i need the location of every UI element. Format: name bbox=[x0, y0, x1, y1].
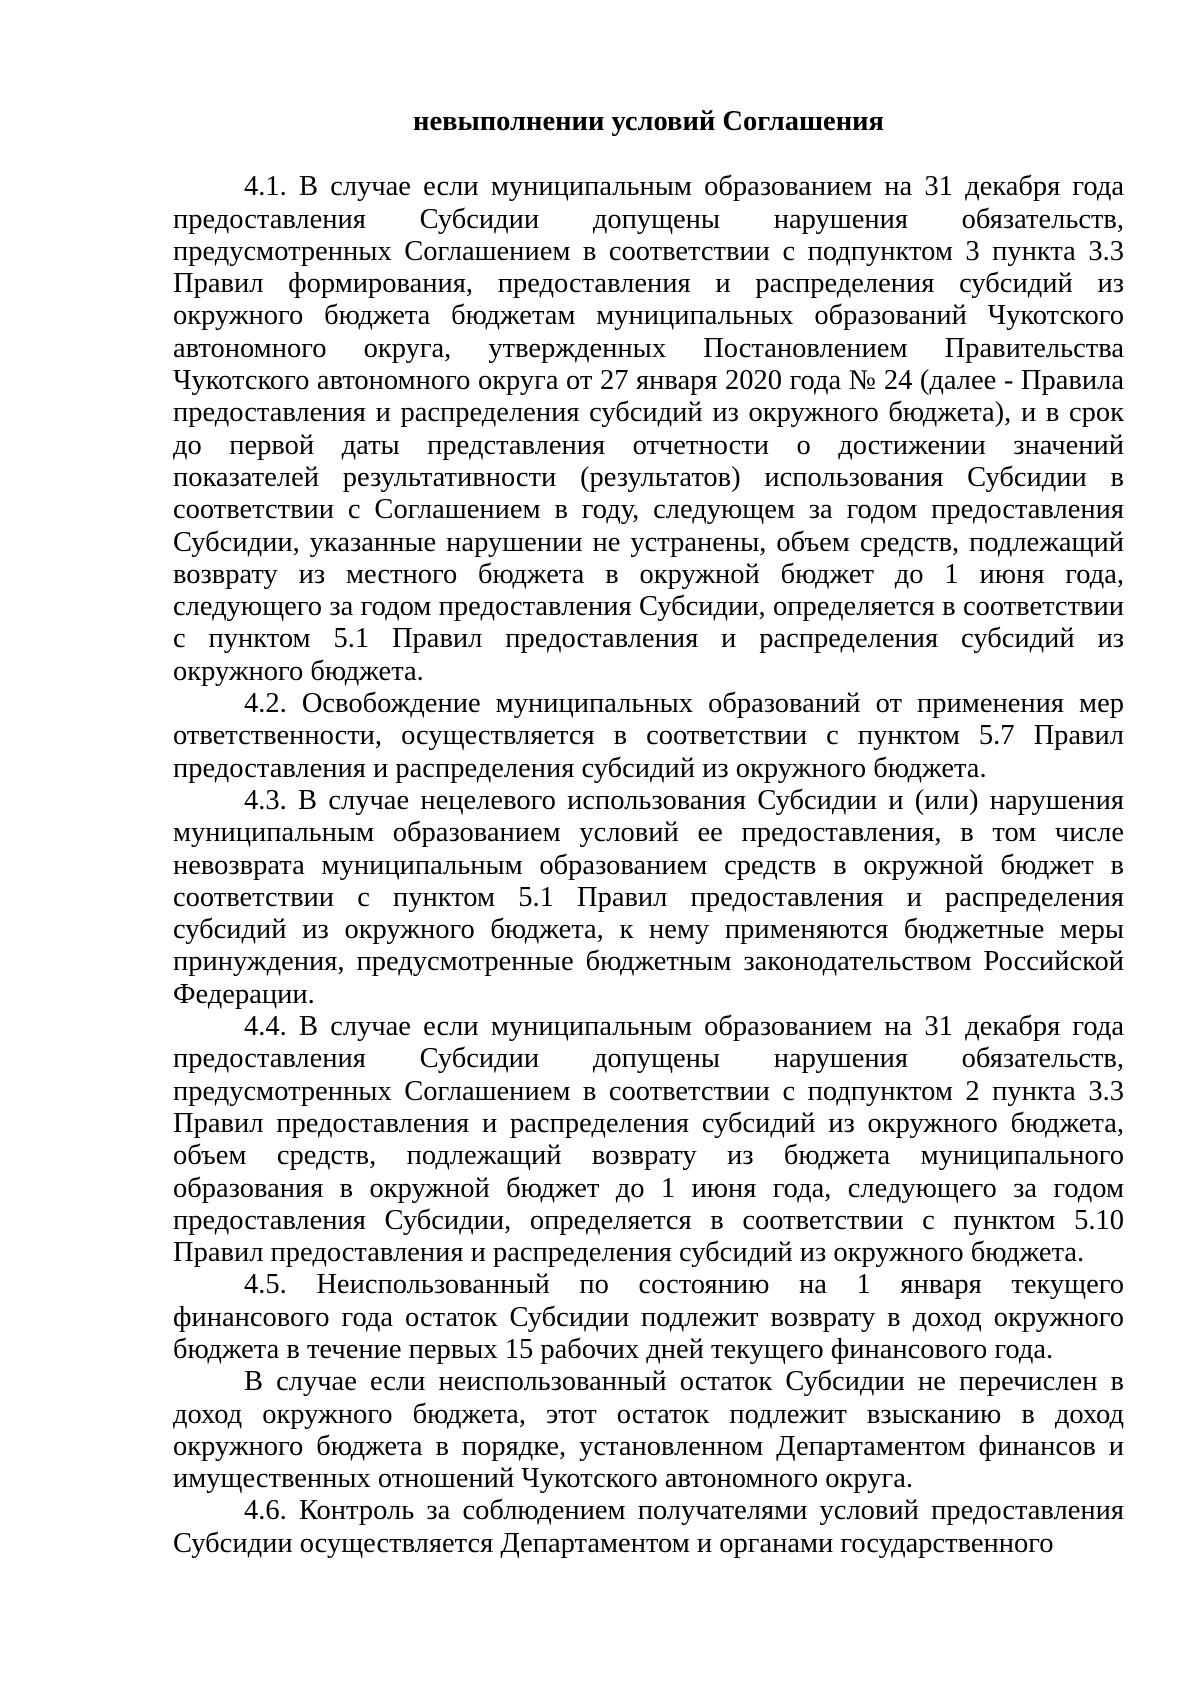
section-heading: невыполнении условий Соглашения bbox=[413, 106, 884, 137]
paragraph-4-6: 4.6. Контроль за соблюдением получателями условий предоставления Субсидии осуществляется Департаментом и органами государственного bbox=[173, 1495, 1124, 1559]
paragraph-4-5-continued: В случае если неиспользованный остаток Субсидии не перечислен в доход окружного бюджета, этот остаток подлежит взысканию в доход окружного бюджета в порядке, установленном Департаментом финансов и имущественных отношений Чукотского автономного округа. bbox=[173, 1366, 1124, 1495]
paragraph-4-2: 4.2. Освобождение муниципальных образований от применения мер ответственности, осуществляется в соответствии с пунктом 5.7 Правил предоставления и распределения субсидий из окружного бюджета. bbox=[173, 688, 1124, 784]
paragraph-4-4: 4.4. В случае если муниципальным образованием на 31 декабря года предоставления Субсидии допущены нарушения обязательств, предусмотренных Соглашением в соответствии с подпунктом 2 пункта 3.3 Правил предоставления и распределения субсидий из окружного бюджета, объем средств, подлежащий возврату из бюджета муниципального образования в окружной бюджет до 1 июня года, следующего за годом предоставления Субсидии, определяется в соответствии с пунктом 5.10 Правил предоставления и распределения субсидий из окружного бюджета. bbox=[173, 1011, 1124, 1269]
paragraph-4-3: 4.3. В случае нецелевого использования Субсидии и (или) нарушения муниципальным образованием условий ее предоставления, в том числе невозврата муниципальным образованием средств в окружной бюджет в соответствии с пунктом 5.1 Правил предоставления и распределения субсидий из окружного бюджета, к нему применяются бюджетные меры принуждения, предусмотренные бюджетным законодательством Российской Федерации. bbox=[173, 784, 1124, 1010]
document-body bbox=[173, 106, 1124, 1560]
paragraph-4-1: 4.1. В случае если муниципальным образованием на 31 декабря года предоставления Субсидии допущены нарушения обязательств, предусмотренных Соглашением в соответствии с подпунктом 3 пункта 3.3 Правил формирования, предоставления и распределения субсидий из окружного бюджета бюджетам муниципальных образований Чукотского автономного округа, утвержденных Постановлением Правительства Чукотского автономного округа от 27 января 2020 года № 24 (далее - Правила предоставления и распределения субсидий из окружного бюджета), и в срок до первой даты представления отчетности о достижении значений показателей результативности (результатов) использования Субсидии в соответствии с Соглашением в году, следующем за годом предоставления Субсидии, указанные нарушении не устранены, объем средств, подлежащий возврату из местного бюджета в окружной бюджет до 1 июня года, следующего за годом предоставления Субсидии, определяется в соответствии с пунктом 5.1 Правил предоставления и распределения субсидий из окружного бюджета. bbox=[173, 171, 1124, 687]
paragraph-4-5: 4.5. Неиспользованный по состоянию на 1 января текущего финансового года остаток Субсидии подлежит возврату в доход окружного бюджета в течение первых 15 рабочих дней текущего финансового года. bbox=[173, 1269, 1124, 1365]
